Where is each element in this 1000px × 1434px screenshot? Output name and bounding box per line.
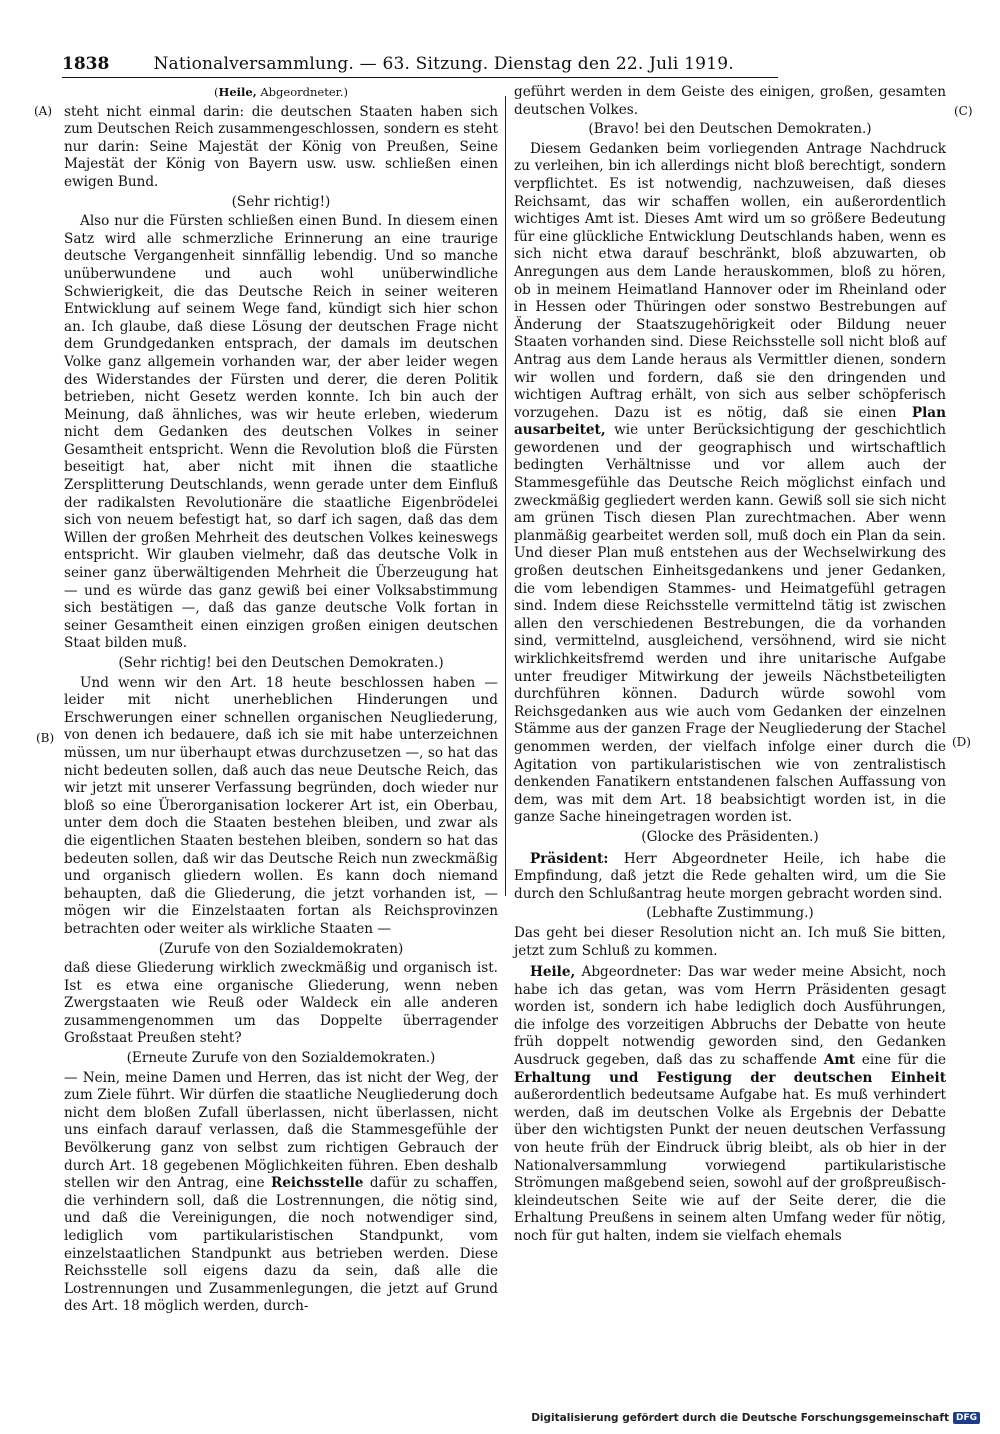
- margin-mark-c: (C): [954, 104, 973, 118]
- right-column: [514, 84, 946, 1246]
- emphasis-reichsstelle: Reichsstelle: [270, 1175, 364, 1192]
- interjection: (Glocke des Präsidenten.): [641, 828, 819, 845]
- margin-mark-a: (A): [34, 104, 53, 118]
- interjection: (Erneute Zurufe von den Sozialdemokraten.): [126, 1050, 436, 1067]
- left-column: [64, 84, 498, 1316]
- paragraph: — Nein, meine Damen und Herren, das ist nicht der Weg, der zum Ziele führt. Wir dürfen die staatliche Neugliederung doch nicht dem bloßen Zufall überlassen, nicht überlassen, nicht uns einfach darauf verlassen, daß die Stammesgefühle der Bevölkerung ganz von selbst zum richtigen Gebrauch der durch Art. 18 gegebenen Möglichkeiten führen. Eben deshalb stellen wir den Antrag, eine Reichsstelle dafür zu schaffen, die verhindern soll, daß die Lostrennungen, die nötig sind, und daß die Vereinigungen, die noch notwendiger sind, lediglich vom partikularistischen Standpunkt, vom einzelstaatlichen Standpunkt aus betrieben werden. Diese Reichsstelle soll eigens dazu da sein, daß alle die Lostrennungen und Zusammenlegungen, die jetzt auf Grund des Art. 18 möglich werden, durch-: [64, 1069, 498, 1315]
- interjection: (Sehr richtig!): [231, 193, 331, 210]
- digitization-credit: Digitalisierung gefördert durch die Deutsche Forschungsgemeinschaft DFG: [531, 1412, 980, 1424]
- paragraph: Und wenn wir den Art. 18 heute beschlossen haben — leider mit nicht unerheblichen Hinderungen und Erschwerungen einer schnellen organischen Neugliederung, von denen ich bedauere, daß ich sie mit habe unterzeichnen müssen, um nur überhaupt etwas durchzusetzen —, so hat das nicht bedeuten sollen, daß auch das neue Deutsche Reich, das wir jetzt mit unserer Verfassung begründen, doch wieder nur bloß so eine Überorganisation lockerer Art ist, ein Oberbau, unter dem doch die Staaten bestehen bleiben, und zwar als die eigentlichen Staaten bestehen bleiben, sondern so hat das bedeuten sollen, daß wir das Deutsche Reich nun zweckmäßig und organisch gliedern wollen. Es kann doch niemand behaupten, daß die Gliederung, die jetzt vorhanden ist, — mögen wir die Einzelstaaten fortan als Reichsprovinzen betrachten oder weiter als wirkliche Staaten —: [64, 674, 498, 937]
- emphasis-plan: Plan ausarbeitet,: [514, 404, 946, 439]
- page-number: 1838: [62, 54, 110, 74]
- speaker-name-president: Präsident:: [530, 850, 609, 867]
- paragraph: Also nur die Fürsten schließen einen Bund. In diesem einen Satz wird alle schmerzliche Erinnerung an eine traurige deutsche Vergangenheit sinnfällig lebendig. Und so manche unüberwundene und auch wohl unüberwindliche Schwierigkeit, die das Deutsche Reich in seiner weiteren Entwicklung auf seinem Wege fand, kündigt sich hier schon an. Ich glaube, daß diese Lösung der deutschen Frage nicht dem Grundgedanken entsprach, der damals im deutschen Volke ganz allgemein vorhanden war, der aber leider wegen des Widerstandes der Fürsten und derer, die deren Politik betrieben, nicht Gesetz werden konnte. Ich bin auch der Meinung, daß ähnliches, was wir heute erleben, wiederum nicht dem Gedanken des deutschen Volkes in seiner Gesamtheit entspricht. Wenn die Revolution bloß die Fürsten beseitigt hat, aber nicht mit ihnen die staatliche Zersplitterung Deutschlands, wenn gerade unter dem Einfluß der radikalsten Revolutionäre die staatliche Eigenbrödelei sich von neuem befestigt hat, so darf ich sagen, daß das dem Willen der großen Mehrheit des deutschen Volkes keineswegs entspricht. Wir glauben vielmehr, daß das deutsche Volk in seiner ganz überwältigenden Mehrheit die Überzeugung hat — und es würde das ganz gewiß bei einer Volksabstimmung sich bestätigen —, daß das ganze deutsche Volk fortan in seiner Gesamtheit einen einzigen großen einigen deutschen Staat bilden muß.: [64, 213, 498, 652]
- interjection: (Lebhafte Zustimmung.): [646, 905, 814, 922]
- paragraph: steht nicht einmal darin: die deutschen Staaten haben sich zum Deutschen Reich zusammengeschlossen, sondern es steht nur darin: Seine Majestät der König von Preußen, Seine Majestät der König von Bayern usw. usw. schließen einen ewigen Bund.: [64, 103, 498, 190]
- column-divider: [505, 96, 506, 896]
- paragraph: Heile, Abgeordneter: Das war weder meine Absicht, noch habe ich das getan, was vom Herrn Präsidenten gesagt worden ist, sondern ich habe lediglich doch Ausführungen, die infolge des vorzeitigen Abbruchs der Debatte von heute früh doppelt notwendig geworden sind, den Gedanken Ausdruck gegeben, daß das zu schaffende Amt eine für die Erhaltung und Festigung der deutschen Einheit außerordentlich bedeutsame Aufgabe hat. Es muß verhindert werden, daß im deutschen Volke als Ergebnis der Debatte über den wichtigsten Punkt der neuen deutschen Verfassung von heute früh der Eindruck übrig bleibt, als ob hier in der Nationalversammlung vorwiegend partikularistische Strömungen maßgebend seien, sowohl auf der großpreußisch-kleindeutschen Seite wie auf der Seite derer, die die Erhaltung Preußens in seinem alten Umfang weder für nötig, noch für gut halten, indem sie vielfach ehemals: [514, 964, 946, 1244]
- margin-mark-b: (B): [36, 731, 55, 745]
- margin-mark-d: (D): [952, 735, 971, 749]
- dfg-logo: DFG: [953, 1412, 980, 1424]
- paragraph: Präsident: Herr Abgeordneter Heile, ich habe die Empfindung, daß jetzt die Rede gehalten wird, um die Sie durch den Schlußantrag heute morgen gebracht worden sind.: [514, 850, 946, 902]
- running-header: [62, 48, 778, 78]
- speaker-tag-role: Abgeordneter.): [260, 85, 349, 99]
- paragraph: geführt werden in dem Geiste des einigen, großen, gesamten deutschen Volkes.: [514, 84, 946, 118]
- paragraph: daß diese Gliederung wirklich zweckmäßig und organisch ist. Ist es etwa eine organische Gliederung, wenn neben Zwergstaaten wie Reuß oder Waldeck ein alle anderen zusammengenommen um das Doppelte überragender Großstaat Preußen steht?: [64, 960, 498, 1047]
- interjection: (Zurufe von den Sozialdemokraten): [158, 940, 404, 957]
- speaker-name-heile: Heile,: [530, 964, 576, 981]
- interjection: (Sehr richtig! bei den Deutschen Demokraten.): [118, 655, 444, 671]
- paragraph: Diesem Gedanken beim vorliegenden Antrage Nachdruck zu verleihen, bin ich allerdings nicht bloß berechtigt, sondern verpflichtet. Es ist notwendig, nachzuweisen, daß dieses Reichsamt, das wir schaffen wollen, ein außerordentlich wichtiges Amt ist. Dieses Amt wird um so größere Bedeutung für eine glückliche Entwicklung Deutschlands haben, wenn es sich nicht etwa darauf beschränkt, bloß abzuwarten, ob Anregungen aus dem Lande herauskommen, bloß zu hören, ob in meinem Heimatland Hannover oder im Rheinland oder in Hessen oder Thüringen oder sonstwo Bestrebungen auf Änderung der Staatszugehörigkeit oder Bildung neuer Staaten vorhanden sind. Diese Reichsstelle soll nicht bloß auf Antrag aus dem Lande heraus als Vermittler dienen, sondern wir wollen und fordern, daß sie den dringenden und wichtigen Auftrag erhält, von sich aus selber schöpferisch vorzugehen. Dazu ist es nötig, daß sie einen Plan ausarbeitet, wie unter Berücksichtigung der geschichtlich gewordenen und der geographisch und wirtschaftlich bedingten Verhältnisse und vor allem auch der Stammesgefühle das Deutsche Reich möglichst einfach und zweckmäßig gegliedert werden kann. Gewiß soll sie sich nicht am grünen Tisch diesen Plan zurechtmachen. Aber wenn planmäßig gearbeitet werden soll, muß doch ein Plan da sein. Und dieser Plan muß entstehen aus der Wechselwirkung des großen deutschen Einheitsgedankens und jener Gedanken, die vom lebendigen Stammes- und Heimatgefühl getragen sind. Indem diese Reichsstelle vermittelnd tätig ist zwischen allen den verschiedenen Bestrebungen, die da vorhanden sind, vermittelnd, ausgleichend, versöhnend, wird sie nicht wirklichkeitsfremd werden und ihre unitarische Aufgabe unter freudiger Mitwirkung der jeweils Nächstbeteiligten durchführen können. Dadurch würde sowohl vom Reichsgedanken aus wie auch vom Gedanken der einzelnen Stämme aus der ganzen Frage der Neugliederung der Stachel genommen werden, der vielfach infolge einer durch die Agitation von partikularistischen wie von zentralistisch denkenden Fanatikern entstandenen falschen Auffassung von dem, was mit dem Art. 18 beabsichtigt worden ist, in die ganze Sache hineingetragen worden ist.: [514, 140, 946, 826]
- speaker-tag-name: Heile,: [218, 85, 257, 99]
- paragraph: Das geht bei dieser Resolution nicht an. Ich muß Sie bitten, jetzt zum Schluß zu kommen.: [514, 924, 946, 959]
- speaker-tag: (Heile, Abgeordneter.): [213, 85, 349, 99]
- running-title: Nationalversammlung. — 63. Sitzung. Dienstag den 22. Juli 1919.: [153, 54, 734, 74]
- interjection: (Bravo! bei den Deutschen Demokraten.): [588, 121, 872, 138]
